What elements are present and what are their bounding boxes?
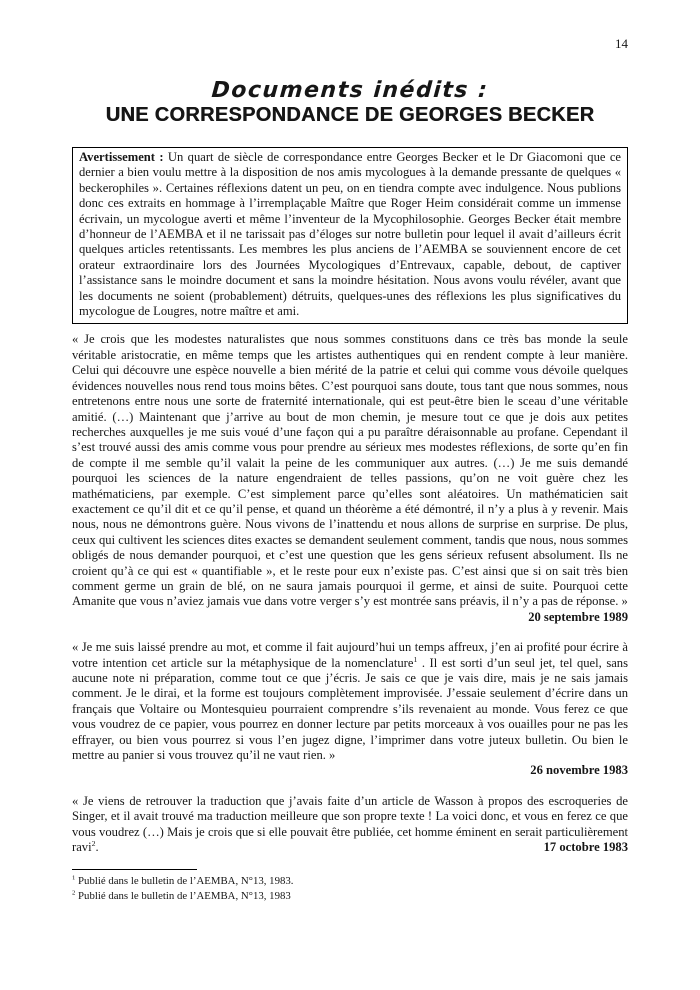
avertissement-label: Avertissement : bbox=[79, 150, 164, 164]
letter-1-date: 20 septembre 1989 bbox=[528, 609, 628, 624]
letter-2-body-end: . Il est sorti d’un seul jet, tel quel, sans aucune note ni préparation, comme tout ce que j’écris. Je sais ce que je vais dire, mais je ne sais jamais comment. Je le dirai, et la forme est toujours complètement improvisée. J’essaie seulement d’écrire dans un français que Voltaire ou Montesquieu pourraient comprendre s’ils revenaient au monde. Vous ferez ce que vous voudrez de ce papier, vous pourrez en donner lecture par petits morceaux à vos ouailles pour ne pas les effrayer, ou bien vous pourrez si vous l’en jugez digne, l’imprimer dans votre juteux bulletin. Ou bien le mettre au panier si vous trouvez qu’il ne vaut rien. » bbox=[72, 655, 629, 763]
letter-3-date: 17 octobre 1983 bbox=[543, 840, 628, 855]
footnote-separator bbox=[72, 869, 197, 870]
page-number: 14 bbox=[615, 36, 628, 51]
footnote-1 bbox=[72, 874, 628, 889]
page-content bbox=[72, 0, 628, 904]
footnote-1-text: Publié dans le bulletin de l’AEMBA, N°13, 1983. bbox=[75, 875, 294, 888]
footnotes-section bbox=[72, 869, 628, 904]
letter-2-body-start: « Je me suis laissé prendre au mot, et comme il fait aujourd’hui un temps affreux, j’en ai profité pour écrire à votre intention cet article sur la métaphysique de la nomenclature bbox=[72, 640, 628, 670]
avertissement-text bbox=[79, 150, 621, 319]
letter-1-text bbox=[72, 332, 628, 609]
footnote-2-number: 2 bbox=[72, 889, 76, 897]
letter-2 bbox=[72, 640, 628, 779]
footnote-ref-2: 2 bbox=[91, 838, 96, 848]
letter-3-body-end: . bbox=[95, 840, 99, 855]
footnote-2-text: Publié dans le bulletin de l’AEMBA, N°13, 1983 bbox=[75, 890, 291, 903]
letter-2-text bbox=[72, 640, 628, 763]
avertissement-body: Un quart de siècle de correspondance entre Georges Becker et le Dr Giacomoni que ce dernier a bien voulu mettre à la disposition de nos amis mycologues à la demande pressante de quelques « beckerophiles ». Certaines réflexions datent un peu, on en tiendra compte avec indulgence. Nous publions donc ces extraits en hommage à l’irremplaçable Maître que Roger Heim considérait comme un immense écrivain, un mycologue averti et même l’inventeur de la Mycophilosophie. Georges Becker était membre d’honneur de l’AEMBA et il ne tarissait pas d’éloges sur notre bulletin pour lequel il avait d’ailleurs écrit quelques articles retentissants. Les membres les plus anciens de l’AEMBA se souviennent encore de cet orateur extraordinaire lors des Journées Mycologiques d’Entrevaux, capable, debout, de captiver l’assistance sans le moindre document et sans la moindre hésitation. Nous avons voulu révéler, avant que les documents ne soient (probablement) détruits, quelques-unes des réflexions les plus significatives du mycologue de Lougres, notre maître et ami. bbox=[79, 150, 622, 319]
footnote-2 bbox=[72, 889, 628, 904]
letter-1-body: « Je crois que les modestes naturalistes que nous sommes constituons dans ce très bas monde la seule véritable aristocratie, en même temps que les artistes authentiques qui en rendent compte à leur manière. Celui qui découvre une espèce nouvelle a bien mérité de la patrie et celui qui comme vous dévoile quelques évidences nouvelles nous rend tous moins bêtes. C’est pourquoi sans doute, tous tant que nous sommes, nous entretenons entre nous une sorte de fraternité internationale, qui est peut-être bien le sceau d’une véritable amitié. (…) Maintenant que j’arrive au bout de mon chemin, je mesure tout ce que je dois aux petites recherches auxquelles je me suis voué d’une façon qui a pu paraître déraisonnable au profane. Cependant il s’est trouvé aussi des amis comme vous pour prendre au sérieux mes modestes réflexions, de sorte qu’en fin de compte il me semble qu’il valait la peine de les communiquer aux autres. (…) Je me suis demandé pourquoi les sciences de la nature engendraient de telles passions, qu’on ne voit guère chez les mathématiciens, par exemple. C’est simplement parce qu’elles sont aléatoires. Un mathématicien sait exactement ce qu’il dit et ce qu’il pense, et quand un théorème a été démontré, il n’y a plus à y revenir. Mais nous, nous ne démontrons guère. Nous vivons de l’inattendu et nous allons de surprise en surprise. De plus, ceux qui cultivent les sciences dites exactes se demandent seulement comment, tandis que nous, nous sommes obligés de nous demander pourquoi, et c’est une question que les gens sérieux refusent absolument. Ils ne croient qu’à ce qui est « quantifiable », et le reste pour eux n’existe pas. C’est ainsi que si on sait très bien comment germe un grain de blé, on ne saura jamais pourquoi il germe, et ainsi de suite. Pourquoi cette Amanite que vous n’aviez jamais vue dans votre verger s’y est montrée sans préavis, il n’y a pas de réponse. » bbox=[72, 332, 628, 609]
letter-3 bbox=[72, 794, 628, 856]
avertissement-box bbox=[72, 147, 628, 324]
letter-2-date: 26 novembre 1983 bbox=[530, 763, 628, 778]
footnote-ref-1: 1 bbox=[413, 654, 418, 664]
letter-3-body-start: « Je viens de retrouver la traduction que j’avais faite d’un article de Wasson à propos des escroqueries de Singer, et il avait trouvé ma traduction meilleure que son propre texte ! La voici donc, et vous en ferez ce que vous voudrez (…) Mais je crois que si elle pouvait être publiée, cet homme éminent en serait particulièrement ravi bbox=[72, 793, 628, 855]
script-subtitle: Documents inédits : bbox=[210, 78, 490, 103]
letter-1 bbox=[72, 332, 628, 625]
footnote-1-number: 1 bbox=[72, 874, 76, 882]
letter-3-text bbox=[72, 794, 628, 856]
page-title: UNE CORRESPONDANCE DE GEORGES BECKER bbox=[105, 104, 595, 126]
